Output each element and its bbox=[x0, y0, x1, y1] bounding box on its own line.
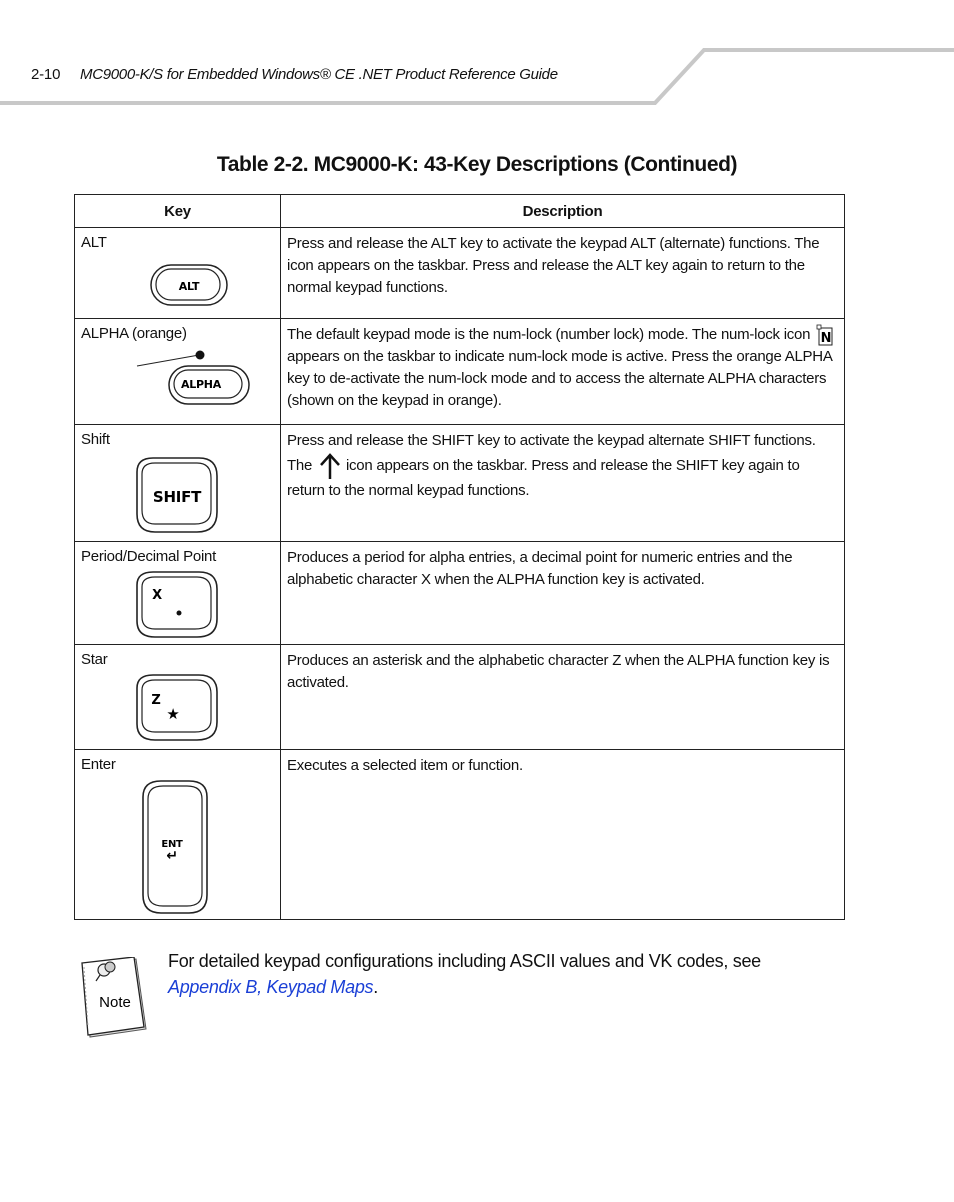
description-text: Produces a period for alpha entries, a decimal point for numeric entries and the alphabetic character X when the ALPHA function key is activated. bbox=[287, 549, 793, 588]
column-header-key: Key bbox=[75, 195, 281, 228]
page-header bbox=[0, 0, 954, 110]
table-title: Table 2-2. MC9000-K: 43-Key Descriptions (Continued) bbox=[216, 153, 738, 176]
table-row bbox=[75, 542, 845, 645]
description-text-continued: icon appears on the taskbar. Press and release the SHIFT key again to return to the normal keypad functions. bbox=[287, 456, 800, 499]
description-text-continued: appears on the taskbar to indicate num-lock mode is active. Press the orange ALPHA key to de-activate the num-lock mode and to access the alternate ALPHA characters (shown on the keypad in orange). bbox=[287, 348, 832, 410]
period-key-label: X bbox=[152, 588, 162, 603]
table-header-row bbox=[75, 195, 845, 228]
description-cell bbox=[281, 228, 845, 319]
shift-key-label: SHIFT bbox=[152, 488, 202, 506]
key-cell bbox=[75, 228, 281, 319]
key-name: Star bbox=[81, 651, 108, 668]
table-row bbox=[75, 319, 845, 425]
table-row bbox=[75, 228, 845, 319]
key-cell bbox=[75, 542, 281, 645]
description-cell bbox=[281, 542, 845, 645]
period-key-icon bbox=[81, 567, 271, 641]
key-cell bbox=[75, 645, 281, 750]
description-text: Press and release the ALT key to activate the keypad ALT (alternate) functions. The icon appears on the taskbar. Press and release the ALT key again to return to the normal keypad functions. bbox=[287, 235, 820, 296]
note-period: . bbox=[373, 977, 378, 997]
return-arrow-icon: ↵ bbox=[166, 848, 178, 864]
num-lock-icon bbox=[816, 324, 834, 346]
alt-key-icon bbox=[81, 253, 271, 315]
table-row bbox=[75, 425, 845, 542]
key-cell bbox=[75, 750, 281, 920]
shift-key-icon bbox=[81, 450, 271, 538]
description-cell bbox=[281, 750, 845, 920]
key-cell bbox=[75, 425, 281, 542]
enter-key-icon bbox=[81, 775, 271, 915]
description-cell bbox=[281, 645, 845, 750]
description-text: Executes a selected item or function. bbox=[287, 757, 523, 774]
note-label: Note bbox=[99, 994, 131, 1011]
key-descriptions-table bbox=[74, 194, 845, 920]
key-name: Period/Decimal Point bbox=[81, 548, 217, 565]
column-header-description: Description bbox=[281, 195, 845, 228]
header-rule bbox=[0, 0, 954, 110]
guide-title: MC9000-K/S for Embedded Windows® CE .NET Product Reference Guide bbox=[80, 66, 558, 83]
note-text bbox=[168, 948, 808, 1000]
description-cell bbox=[281, 425, 845, 542]
svg-text:N: N bbox=[820, 331, 832, 347]
appendix-link[interactable]: Appendix B, Keypad Maps bbox=[168, 977, 374, 997]
key-cell bbox=[75, 319, 281, 425]
period-dot-icon bbox=[177, 611, 182, 616]
description-text: Press and release the SHIFT key to activate the keypad alternate SHIFT functions. The bbox=[287, 432, 816, 474]
table-row bbox=[75, 645, 845, 750]
key-name: ALPHA (orange) bbox=[81, 325, 187, 342]
description-text: Produces an asterisk and the alphabetic character Z when the ALPHA function key is activated. bbox=[287, 652, 830, 691]
enter-key-label: ENT bbox=[161, 839, 183, 850]
note-sentence: For detailed keypad configurations including ASCII values and VK codes, see bbox=[168, 951, 761, 971]
alt-key-label: ALT bbox=[178, 280, 200, 293]
note-pin-icon bbox=[80, 957, 160, 1043]
key-name: Shift bbox=[81, 431, 110, 448]
key-name: Enter bbox=[81, 756, 116, 773]
star-icon: ★ bbox=[166, 705, 180, 723]
page-number: 2-10 bbox=[31, 66, 61, 83]
star-key-icon bbox=[81, 670, 271, 744]
alpha-key-icon bbox=[81, 344, 271, 422]
description-text: The default keypad mode is the num-lock (number lock) mode. The num-lock icon bbox=[287, 326, 811, 343]
star-key-label: Z bbox=[151, 693, 161, 708]
alpha-key-label: ALPHA bbox=[180, 378, 222, 391]
key-name: ALT bbox=[81, 234, 107, 251]
shift-arrow-icon bbox=[318, 452, 342, 480]
table-row bbox=[75, 750, 845, 920]
description-cell bbox=[281, 319, 845, 425]
